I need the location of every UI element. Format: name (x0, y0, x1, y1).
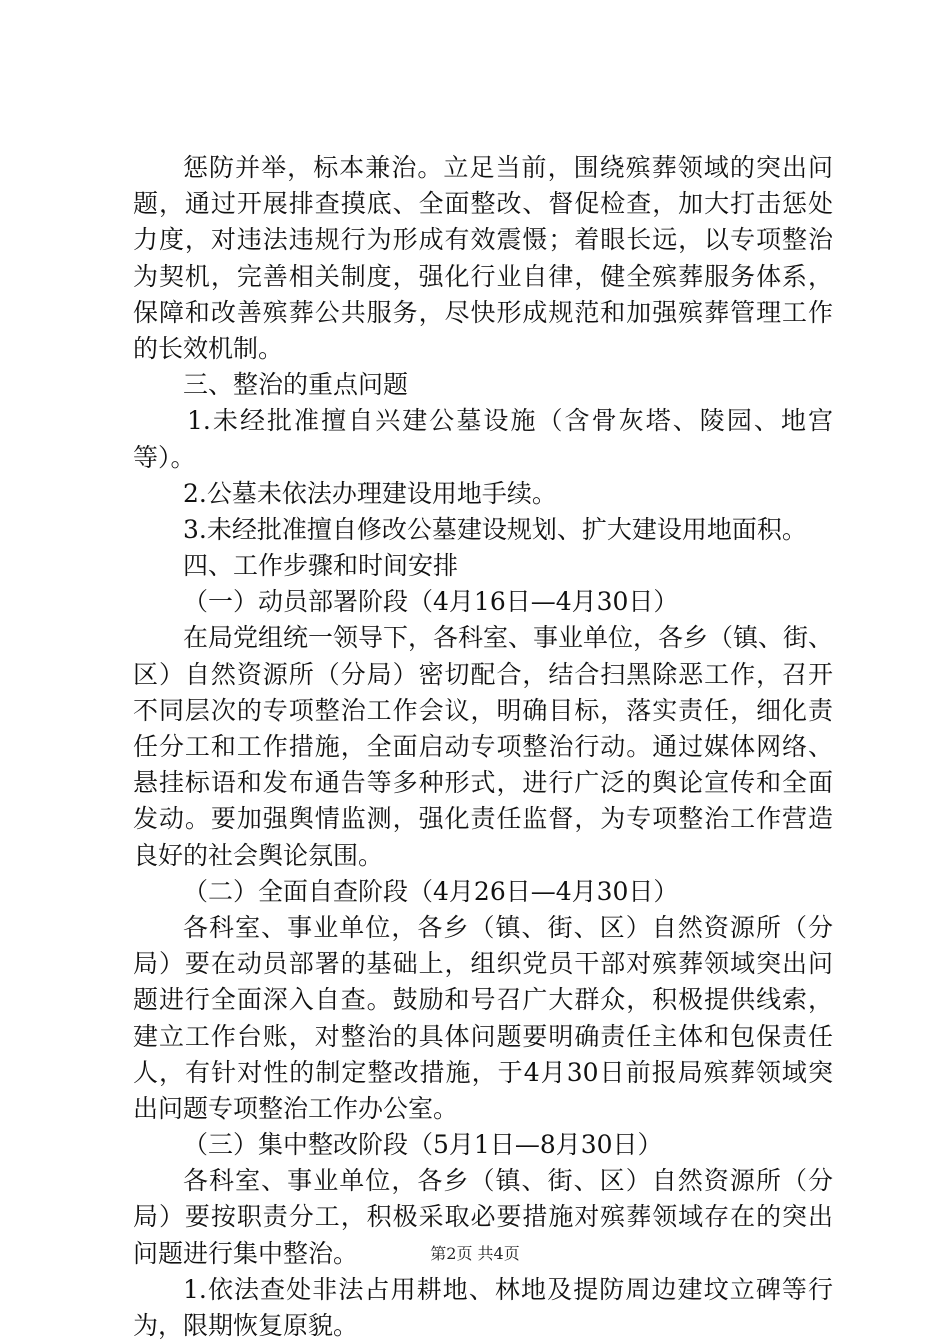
text-line: 建立工作台账，对整治的具体问题要明确责任主体和包保责任 (133, 1021, 833, 1051)
text-line: 1.依法查处非法占用耕地、林地及提防周边建坟立碑等行 (183, 1274, 833, 1304)
text-line: 为，限期恢复原貌。 (133, 1311, 359, 1340)
text-line: 问题进行集中整治。 (133, 1238, 359, 1268)
document-body (133, 150, 833, 1344)
text-line: 为契机，完善相关制度，强化行业自律，健全殡葬服务体系， (133, 261, 833, 291)
text-line: 发动。要加强舆情监测，强化责任监督，为专项整治工作营造 (133, 804, 833, 834)
text-line: 力度，对违法违规行为形成有效震慑；着眼长远，以专项整治 (133, 225, 833, 255)
text-line: 区）自然资源所（分局）密切配合，结合扫黑除恶工作，召开 (133, 659, 833, 689)
text-line: 题进行全面深入自查。鼓励和号召广大群众，积极提供线索， (133, 985, 833, 1015)
page-footer: 第2页 共4页 (430, 1244, 520, 1263)
text-line: 题，通过开展排查摸底、全面整改、督促检查，加大打击惩处 (133, 189, 833, 219)
text-line: 3.未经批准擅自修改公墓建设规划、扩大建设用地面积。 (183, 514, 807, 544)
text-line: 惩防并举，标本兼治。立足当前，围绕殡葬领域的突出问 (183, 153, 833, 182)
text-line: 在局党组统一领导下，各科室、事业单位，各乡（镇、街、 (183, 623, 834, 653)
text-line: 1.未经批准擅自兴建公墓设施（含骨灰塔、陵园、地宫 (187, 406, 833, 436)
text-line: 局）要在动员部署的基础上，组织党员干部对殡葬领域突出问 (133, 949, 833, 979)
text-line: 的长效机制。 (133, 333, 284, 363)
text-line: 人，有针对性的制定整改措施，于4月30日前报局殡葬领域突 (133, 1057, 833, 1087)
text-line: 良好的社会舆论氛围。 (133, 840, 384, 870)
text-line: 不同层次的专项整治工作会议，明确目标，落实责任，细化责 (133, 695, 833, 725)
text-line: 任分工和工作措施，全面启动专项整治行动。通过媒体网络、 (133, 732, 833, 761)
text-line: 出问题专项整治工作办公室。 (133, 1093, 459, 1123)
text-line: 保障和改善殡葬公共服务，尽快形成规范和加强殡葬管理工作 (133, 297, 833, 327)
text-line: （一）动员部署阶段（4月16日—4月30日） (183, 587, 679, 617)
text-line: 悬挂标语和发布通告等多种形式，进行广泛的舆论宣传和全面 (133, 768, 833, 798)
text-line: 三、整治的重点问题 (183, 370, 409, 400)
text-line: 2.公墓未依法办理建设用地手续。 (183, 478, 557, 508)
text-line: 局）要按职责分工，积极采取必要措施对殡葬领域存在的突出 (133, 1202, 833, 1232)
text-line: 各科室、事业单位，各乡（镇、街、区）自然资源所（分 (183, 1166, 833, 1196)
text-line: （二）全面自查阶段（4月26日—4月30日） (183, 876, 679, 906)
text-line: （三）集中整改阶段（5月1日—8月30日） (183, 1130, 663, 1160)
text-line: 四、工作步骤和时间安排 (183, 551, 459, 581)
text-line: 等）。 (133, 442, 196, 472)
text-line: 各科室、事业单位，各乡（镇、街、区）自然资源所（分 (183, 912, 833, 942)
